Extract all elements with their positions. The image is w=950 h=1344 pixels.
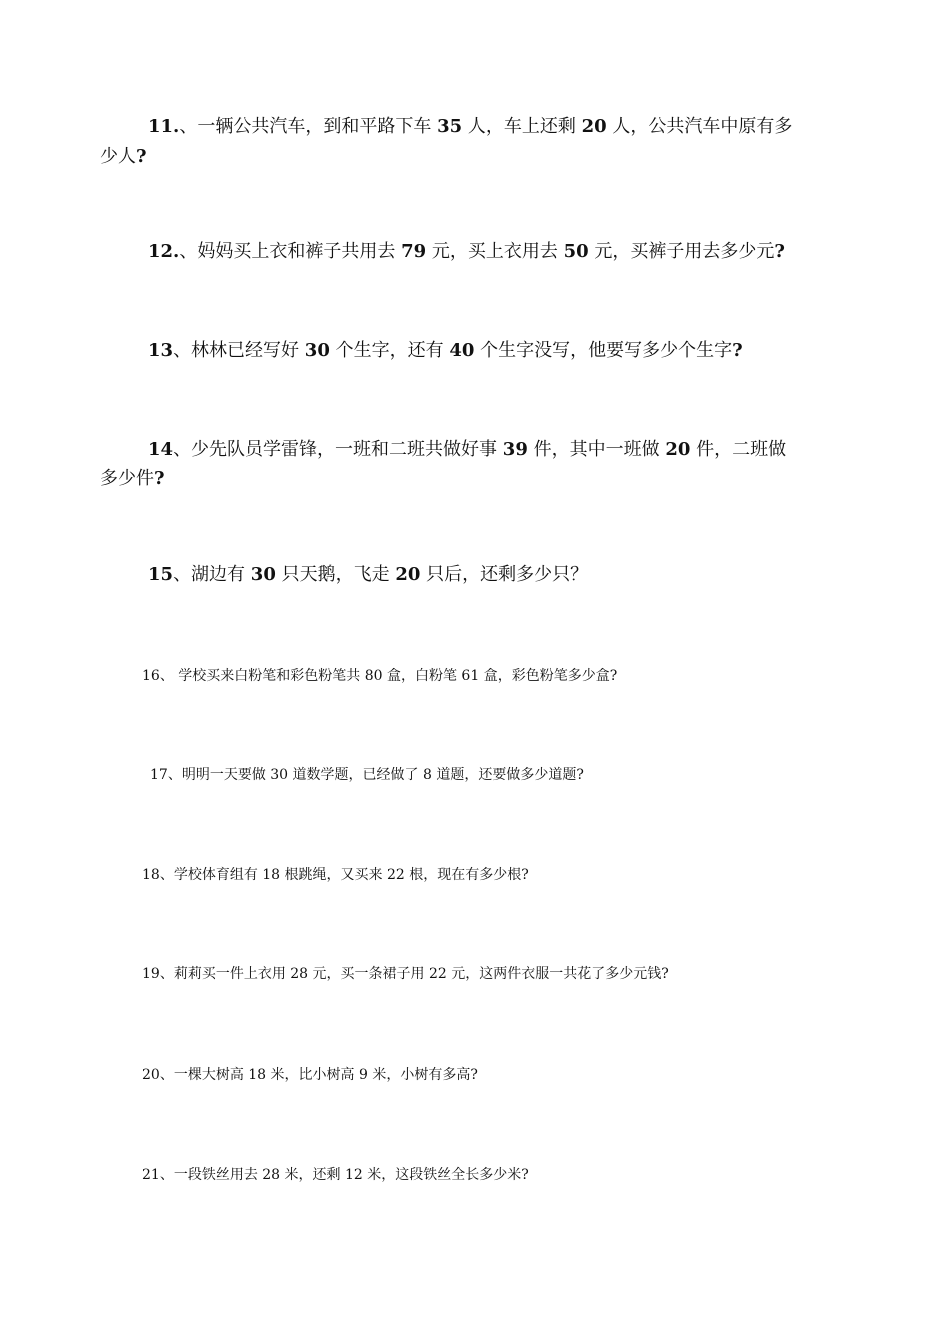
question-17: 17、明明一天要做 30 道数学题，已经做了 8 道题，还要做多少道题? — [150, 767, 584, 783]
question-15: 15、湖边有 30 只天鹅，飞走 20 只后，还剩多少只？ — [148, 564, 589, 585]
question-20: 20、一棵大树高 18 米，比小树高 9 米，小树有多高? — [142, 1067, 478, 1083]
question-13: 13、林林已经写好 30 个生字，还有 40 个生字没写，他要写多少个生字? — [148, 340, 743, 361]
question-11-line-2: 少人? — [100, 146, 147, 167]
question-14-line-1: 14、少先队员学雷锋，一班和二班共做好事 39 件，其中一班做 20 件，二班做 — [148, 439, 787, 460]
question-19: 19、莉莉买一件上衣用 28 元，买一条裙子用 22 元，这两件衣服一共花了多少元钱? — [142, 966, 669, 982]
question-14-line-2: 多少件? — [100, 468, 165, 489]
question-16: 16、 学校买来白粉笔和彩色粉笔共 80 盒，白粉笔 61 盒，彩色粉笔多少盒? — [142, 668, 618, 684]
question-11-line-1: 11.、一辆公共汽车，到和平路下车 35 人，车上还剩 20 人，公共汽车中原有多 — [148, 116, 793, 137]
question-12: 12.、妈妈买上衣和裤子共用去 79 元，买上衣用去 50 元，买裤子用去多少元? — [148, 241, 785, 262]
question-18: 18、学校体育组有 18 根跳绳，又买来 22 根，现在有多少根? — [142, 867, 529, 883]
question-21: 21、一段铁丝用去 28 米，还剩 12 米，这段铁丝全长多少米? — [142, 1167, 529, 1183]
